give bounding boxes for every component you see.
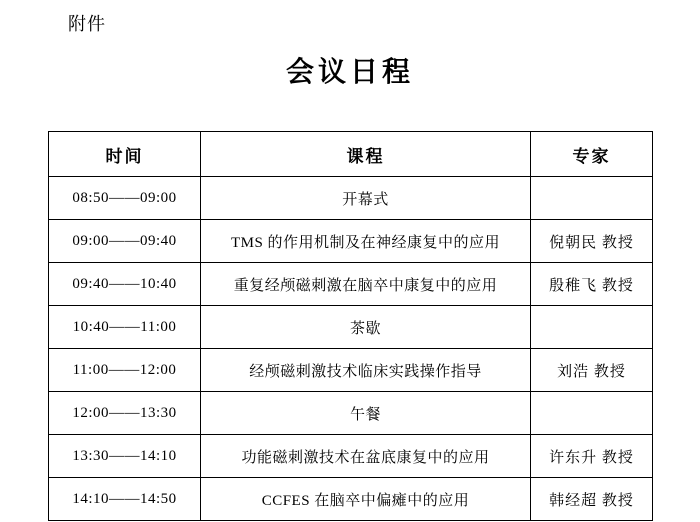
cell-time: 09:40——10:40 bbox=[49, 263, 201, 306]
cell-course: TMS 的作用机制及在神经康复中的应用 bbox=[201, 220, 531, 263]
table-row bbox=[49, 478, 653, 521]
cell-course: 开幕式 bbox=[201, 177, 531, 220]
cell-course: 茶歇 bbox=[201, 306, 531, 349]
cell-course: 重复经颅磁刺激在脑卒中康复中的应用 bbox=[201, 263, 531, 306]
column-header-time: 时间 bbox=[49, 132, 201, 177]
cell-time: 14:10——14:50 bbox=[49, 478, 201, 521]
page-title: 会议日程 bbox=[285, 57, 414, 88]
table-row bbox=[49, 263, 653, 306]
column-header-course: 课程 bbox=[201, 132, 531, 177]
cell-expert: 韩经超 教授 bbox=[531, 478, 653, 521]
agenda-table-container bbox=[48, 131, 652, 521]
cell-time: 12:00——13:30 bbox=[49, 392, 201, 435]
table-row bbox=[49, 349, 653, 392]
cell-expert: 倪朝民 教授 bbox=[531, 220, 653, 263]
cell-time: 13:30——14:10 bbox=[49, 435, 201, 478]
agenda-table bbox=[48, 131, 653, 521]
cell-expert bbox=[531, 392, 653, 435]
agenda-table-body bbox=[49, 177, 653, 521]
table-row bbox=[49, 177, 653, 220]
table-header-row bbox=[49, 132, 653, 177]
cell-time: 10:40——11:00 bbox=[49, 306, 201, 349]
cell-time: 11:00——12:00 bbox=[49, 349, 201, 392]
table-row bbox=[49, 220, 653, 263]
cell-expert: 刘浩 教授 bbox=[531, 349, 653, 392]
cell-expert bbox=[531, 177, 653, 220]
cell-expert bbox=[531, 306, 653, 349]
cell-expert: 许东升 教授 bbox=[531, 435, 653, 478]
cell-course: 午餐 bbox=[201, 392, 531, 435]
cell-course: CCFES 在脑卒中偏瘫中的应用 bbox=[201, 478, 531, 521]
table-row bbox=[49, 306, 653, 349]
cell-course: 功能磁刺激技术在盆底康复中的应用 bbox=[201, 435, 531, 478]
table-row bbox=[49, 392, 653, 435]
cell-time: 09:00——09:40 bbox=[49, 220, 201, 263]
column-header-expert: 专家 bbox=[531, 132, 653, 177]
cell-expert: 殷稚飞 教授 bbox=[531, 263, 653, 306]
cell-time: 08:50——09:00 bbox=[49, 177, 201, 220]
table-row bbox=[49, 435, 653, 478]
cell-course: 经颅磁刺激技术临床实践操作指导 bbox=[201, 349, 531, 392]
attachment-label: 附件 bbox=[68, 14, 106, 34]
